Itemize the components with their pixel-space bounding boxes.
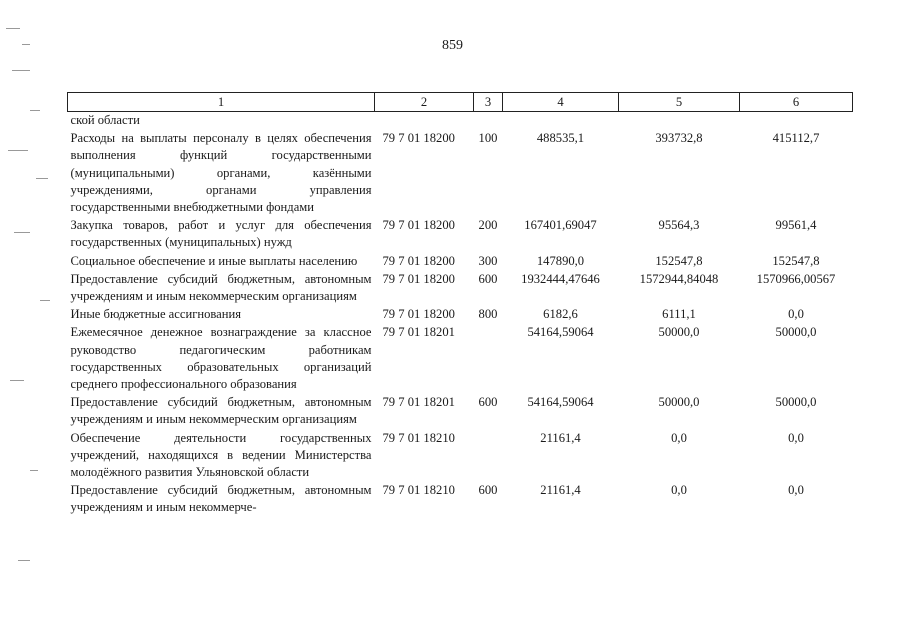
row-value-col6 — [740, 112, 853, 131]
row-expense-type — [474, 324, 503, 394]
row-code: 79 7 01 18200 — [382, 218, 455, 233]
row-value-col5: 0,0 — [671, 430, 687, 445]
row-expense-type: 600 — [478, 483, 498, 498]
row-value-col4: 488535,1 — [536, 131, 585, 146]
scan-noise-margin — [0, 0, 60, 640]
row-value-col5: 50000,0 — [658, 395, 700, 410]
row-value-col6: 0,0 — [788, 483, 804, 498]
row-code — [375, 112, 474, 131]
row-expense-type: 200 — [478, 218, 498, 233]
row-expense-type: 600 — [478, 395, 498, 410]
row-description: Обеспечение деятельности государственных учреждений, находящихся в ведении Министерства молодёжного развития Ульяновской области — [70, 430, 372, 480]
row-description: Предоставление субсидий бюджетным, автономным учреждениям и иным некоммерческим организациям — [70, 395, 372, 427]
row-value-col6: 1570966,00567 — [756, 271, 836, 286]
column-header: 3 — [474, 93, 503, 112]
row-value-col6: 0,0 — [788, 430, 804, 445]
row-value-col4: 1932444,47646 — [521, 271, 600, 286]
table-row — [68, 271, 853, 306]
row-code: 79 7 01 18201 — [382, 325, 455, 340]
column-header: 4 — [503, 93, 619, 112]
page-number: 859 — [442, 38, 463, 53]
column-header: 2 — [375, 93, 474, 112]
table-header-row — [68, 93, 853, 112]
row-code: 79 7 01 18210 — [382, 483, 455, 498]
row-code: 79 7 01 18200 — [382, 307, 455, 322]
table-row — [68, 217, 853, 252]
row-description: Закупка товаров, работ и услуг для обеспечения государственных (муниципальных) нужд — [70, 218, 372, 250]
row-value-col4: 21161,4 — [540, 483, 581, 498]
row-value-col4: 54164,59064 — [527, 395, 594, 410]
column-header: 6 — [740, 93, 853, 112]
row-value-col5: 0,0 — [671, 483, 687, 498]
row-value-col6: 50000,0 — [775, 395, 817, 410]
row-description: Иные бюджетные ассигнования — [70, 307, 242, 322]
table-row — [68, 324, 853, 394]
row-code: 79 7 01 18200 — [382, 253, 455, 268]
row-value-col4: 6182,6 — [543, 307, 578, 322]
row-value-col5: 393732,8 — [655, 131, 703, 146]
table-row — [68, 482, 853, 517]
row-value-col4: 54164,59064 — [527, 325, 594, 340]
row-value-col6: 415112,7 — [772, 131, 820, 146]
row-expense-type — [474, 112, 503, 131]
row-description: Предоставление субсидий бюджетным, автономным учреждениям и иным некоммерче- — [70, 483, 372, 515]
row-code: 79 7 01 18200 — [382, 131, 455, 146]
row-description: ской области — [70, 113, 140, 127]
table-row — [68, 112, 853, 131]
budget-table — [67, 92, 853, 518]
row-value-col5: 50000,0 — [658, 325, 700, 340]
row-value-col6: 0,0 — [788, 307, 804, 322]
row-description: Ежемесячное денежное вознаграждение за классное руководство педагогическим работникам государственных образовательных организаций среднего профессионального образования — [70, 325, 372, 392]
table-row — [68, 130, 853, 217]
row-description: Расходы на выплаты персоналу в целях обеспечения выполнения функций государственными (муниципальными) органами, казёнными учреждениями, органами управления государственными внебюджетными фондами — [70, 131, 372, 215]
row-value-col5: 1572944,84048 — [639, 271, 719, 286]
table-row — [68, 430, 853, 483]
row-value-col4: 167401,69047 — [524, 218, 597, 233]
row-value-col4 — [503, 112, 619, 131]
row-expense-type: 600 — [478, 271, 498, 286]
row-value-col5: 152547,8 — [655, 253, 703, 268]
column-header: 5 — [619, 93, 740, 112]
row-value-col4: 21161,4 — [540, 430, 581, 445]
row-value-col6: 99561,4 — [775, 218, 817, 233]
row-value-col5: 6111,1 — [662, 307, 696, 322]
row-code: 79 7 01 18210 — [382, 430, 455, 445]
row-value-col5 — [619, 112, 740, 131]
row-expense-type: 100 — [478, 131, 498, 146]
row-value-col4: 147890,0 — [536, 253, 585, 268]
row-value-col5: 95564,3 — [658, 218, 700, 233]
row-value-col6: 152547,8 — [772, 253, 820, 268]
column-header: 1 — [68, 93, 375, 112]
table-row — [68, 253, 853, 271]
row-expense-type — [474, 430, 503, 483]
row-value-col6: 50000,0 — [775, 325, 817, 340]
table-row — [68, 306, 853, 324]
row-expense-type: 800 — [478, 307, 498, 322]
row-code: 79 7 01 18200 — [382, 271, 455, 286]
row-description: Предоставление субсидий бюджетным, автономным учреждениям и иным некоммерческим организациям — [70, 271, 372, 304]
row-code: 79 7 01 18201 — [382, 395, 455, 410]
row-expense-type: 300 — [478, 253, 498, 268]
row-description: Социальное обеспечение и иные выплаты населению — [70, 253, 358, 268]
table-row — [68, 394, 853, 429]
